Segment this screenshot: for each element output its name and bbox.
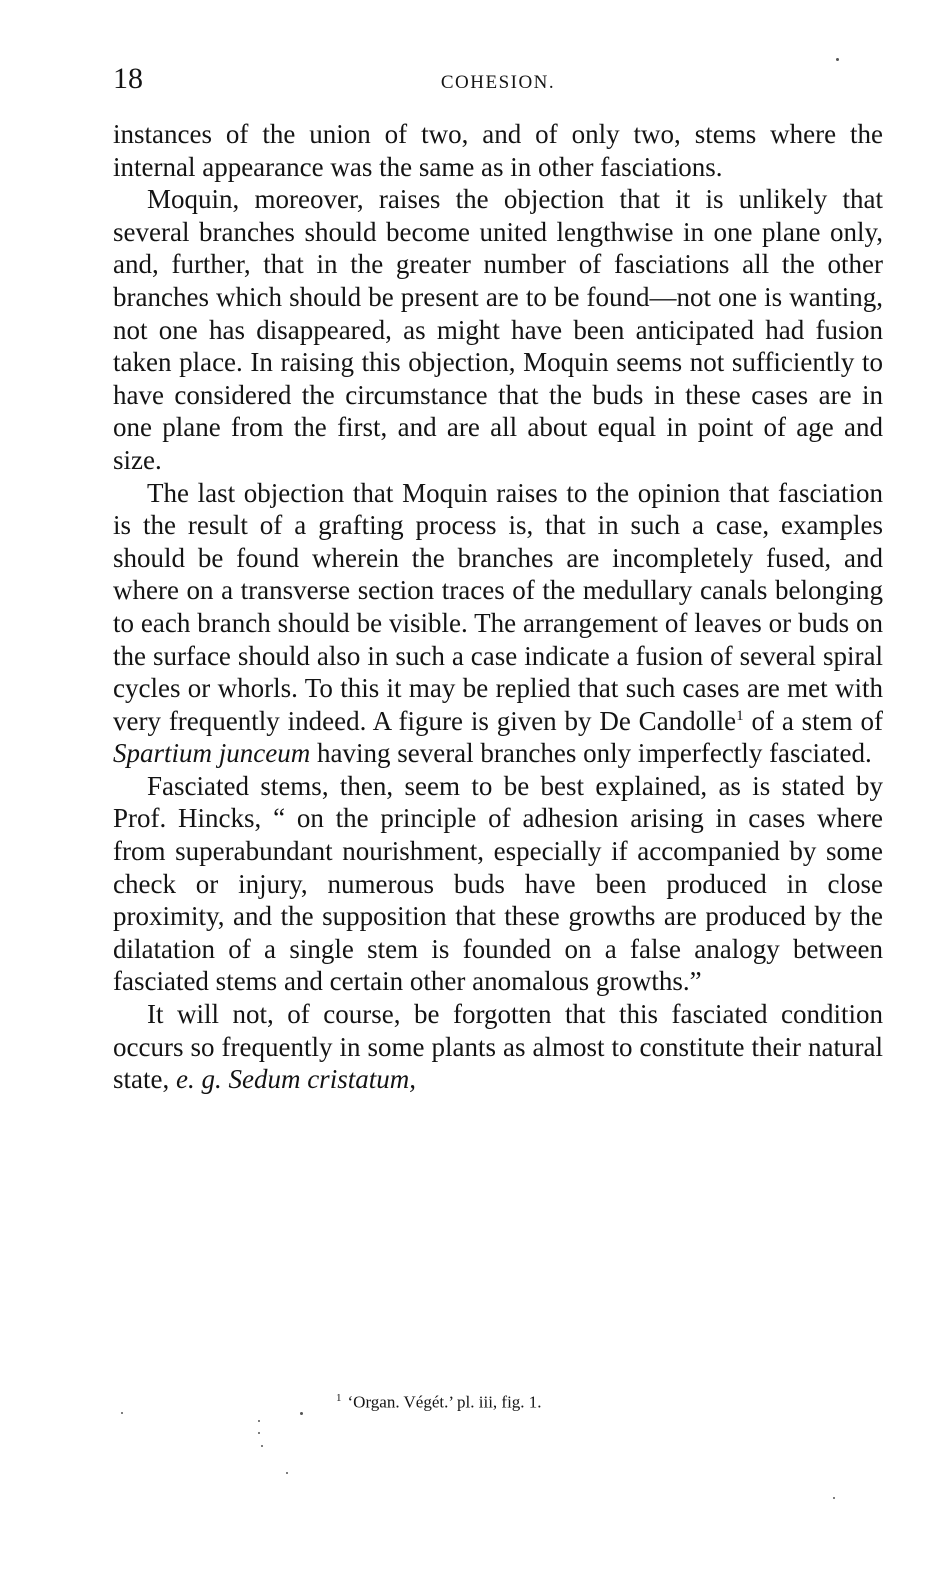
- running-title: COHESION.: [440, 72, 556, 93]
- footnote: [336, 1392, 542, 1413]
- scan-speck: [261, 1445, 263, 1447]
- paragraph-5: [113, 998, 883, 1096]
- paragraph-3-text-a: The last objection that Moquin raises to the opinion that fasciation is the result of a grafting process is, that in such a case, examples should be found wherein the branches are incompletely fused, and where on a transverse section traces of the medullary canals belonging to each branch should be visible. The arrangement of leaves or buds on the surface should also in such a case indicate a fusion of several spiral cycles or whorls. To this it may be replied that such cases are met with very frequently indeed. A figure is given by De Candolle: [113, 477, 883, 736]
- body-text: [113, 118, 883, 1096]
- paragraph-3-text-c: having several branches only imperfectly fasciated.: [310, 738, 872, 769]
- paragraph-1: instances of the union of two, and of only two, stems where the internal appearance was the same as in other fasciations.: [113, 119, 883, 182]
- paragraph-3: [113, 477, 883, 770]
- paragraph-3-text-b: of a stem of: [743, 705, 883, 736]
- page-header: [113, 62, 883, 98]
- footnote-text: ‘Organ. Végét.’ pl. iii, fig. 1.: [347, 1392, 542, 1412]
- species-name-sedum: Sedum cristatum,: [228, 1064, 416, 1095]
- paragraph-2: Moquin, moreover, raises the objection that it is unlikely that several branches should become united lengthwise in one plane only, and, further, that in the greater number of fasciations all the other branches which should be present are to be found—not one is wanting, not one has disappeared, as might have been anticipated had fusion taken place. In raising this objection, Moquin seems not sufficiently to have considered the circumstance that the buds in these cases are in one plane from the first, and are all about equal in point of age and size.: [113, 184, 883, 475]
- footnote-marker: 1: [336, 1392, 342, 1404]
- footnote-reference: 1: [736, 707, 744, 724]
- scan-speck: [121, 1412, 123, 1414]
- scan-speck: [258, 1432, 260, 1434]
- scan-speck: [300, 1412, 303, 1415]
- paragraph-4: Fasciated stems, then, seem to be best explained, as is stated by Prof. Hincks, “ on the principle of adhesion arising in cases where from superabundant nourishment, especially if accompanied by some check or injury, numerous buds have been produced in close proximity, and the supposition that these growths are produced by the dilatation of a single stem is founded on a false analogy between fasciated stems and certain other anomalous growths.”: [113, 770, 883, 997]
- paragraph-5-text-a: It will not, of course, be forgotten that this fasciated condition occurs so frequently in some plants as almost to constitute their natural state,: [113, 999, 883, 1095]
- species-name-spartium: Spartium junceum: [113, 738, 311, 769]
- scan-speck: [833, 1497, 835, 1499]
- scan-speck: [836, 58, 839, 61]
- scan-speck: [286, 1472, 288, 1474]
- abbreviation-eg: e. g.: [175, 1064, 222, 1095]
- page-number: 18: [113, 62, 143, 95]
- scan-speck: [258, 1420, 260, 1422]
